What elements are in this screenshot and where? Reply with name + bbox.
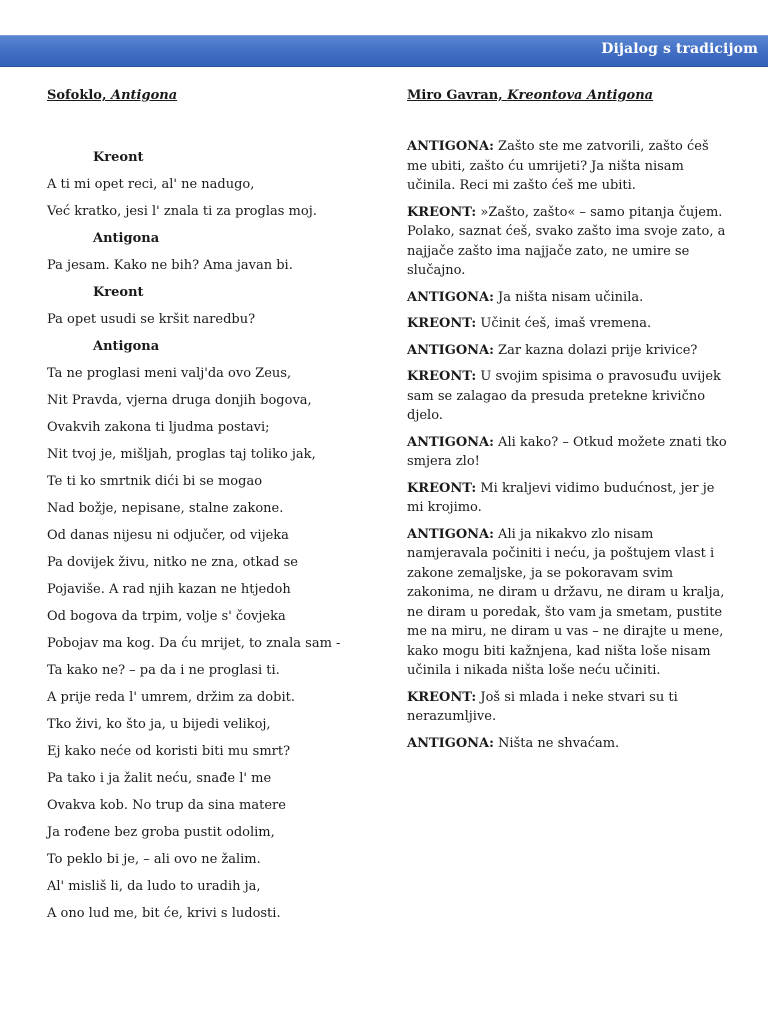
speaker-name: Antigona [93, 339, 160, 354]
dialog-line [407, 688, 727, 727]
dialog-speaker: ANTIGONA: [407, 289, 494, 305]
dialog-line [407, 314, 727, 334]
left-author: Sofoklo, [47, 88, 107, 103]
verse-line: Pa tako i ja žalit neću, snađe l' me [47, 771, 272, 786]
speaker-name: Antigona [93, 231, 160, 246]
verse-line: A prije reda l' umrem, držim za dobit. [47, 690, 295, 705]
dialog-line [407, 203, 727, 281]
verse-line: Pa dovijek živu, nitko ne zna, otkad se [47, 555, 298, 570]
verse-line: Pa opet usudi se kršit naredbu? [47, 312, 256, 327]
verse-line: A ti mi opet reci, al' ne nadugo, [47, 177, 255, 192]
verse-line: Od bogova da trpim, volje s' čovjeka [47, 609, 286, 624]
speaker-name: Kreont [93, 285, 144, 300]
verse-line: Nit tvoj je, mišljah, proglas taj toliko jak, [47, 447, 316, 462]
left-verse-list [47, 144, 367, 927]
dialog-speaker: ANTIGONA: [407, 735, 494, 751]
dialog-speaker: ANTIGONA: [407, 434, 494, 450]
right-dialog-list [407, 137, 727, 753]
right-column-heading [407, 86, 727, 105]
verse-line: Pobojav ma kog. Da ću mrijet, to znala sam - [47, 636, 341, 651]
verse-line: Ja rođene bez groba pustit odolim, [47, 825, 275, 840]
dialog-text: Učinit ćeš, imaš vremena. [476, 316, 652, 331]
verse-line: Ta ne proglasi meni valj'da ovo Zeus, [47, 366, 292, 381]
right-work-title: Kreontova Antigona [507, 88, 654, 103]
verse-line: Nad božje, nepisane, stalne zakone. [47, 501, 284, 516]
verse-line: Od danas nijesu ni odjučer, od vijeka [47, 528, 289, 543]
dialog-line [407, 341, 727, 361]
dialog-line [407, 367, 727, 426]
dialog-text: U svojim spisima o pravosuđu uvijek sam se zalagao da presuda pretekne krivično djelo. [407, 369, 721, 423]
verse-line: To peklo bi je, – ali ovo ne žalim. [47, 852, 261, 867]
verse-line: Al' misliš li, da ludo to uradih ja, [47, 879, 261, 894]
verse-line: Te ti ko smrtnik dići bi se mogao [47, 474, 263, 489]
dialog-text: Još si mlada i neke stvari su ti nerazumljive. [407, 689, 678, 724]
dialog-speaker: KREONT: [407, 316, 477, 331]
left-column-heading [47, 86, 367, 105]
dialog-text: Zašto ste me zatvorili, zašto ćeš me ubiti, zašto ću umrijeti? Ja ništa nisam učinila. Reci mi zašto ćeš me ubiti. [407, 139, 709, 193]
verse-line: A ono lud me, bit će, krivi s ludosti. [47, 906, 281, 921]
dialog-text: Mi kraljevi vidimo budućnost, jer je mi krojimo. [407, 480, 715, 515]
dialog-line [407, 433, 727, 472]
dialog-speaker: ANTIGONA: [407, 342, 494, 358]
verse-line: Tko živi, ko što ja, u bijedi velikoj, [47, 717, 271, 732]
dialog-text: »Zašto, zašto« – samo pitanja čujem. Polako, saznat ćeš, svako zašto ima svoje zato, a najjače zašto ima najjače zato, ne umire se slučajno. [407, 204, 726, 278]
dialog-text: Zar kazna dolazi prije krivice? [493, 342, 698, 358]
verse-line: Ta kako ne? – pa da i ne proglasi ti. [47, 663, 280, 678]
dialog-speaker: ANTIGONA: [407, 526, 494, 542]
dialog-line [407, 525, 727, 681]
dialog-speaker: ANTIGONA: [407, 139, 494, 154]
header-bar [0, 35, 768, 67]
verse-line: Ovakvih zakona ti ljudma postavi; [47, 420, 270, 435]
verse-line: Ej kako neće od koristi biti mu smrt? [47, 744, 291, 759]
dialog-line [407, 288, 727, 308]
dialog-line [407, 137, 727, 196]
verse-line: Pojaviše. A rad njih kazan ne htjedoh [47, 582, 291, 597]
dialog-text: Ništa ne shvaćam. [493, 735, 620, 751]
verse-line: Ovakva kob. No trup da sina matere [47, 798, 286, 813]
dialog-line [407, 734, 727, 754]
verse-line: Pa jesam. Kako ne bih? Ama javan bi. [47, 258, 293, 273]
dialog-line [407, 479, 727, 518]
speaker-name: Kreont [93, 150, 144, 165]
verse-line: Već kratko, jesi l' znala ti za proglas moj. [47, 204, 317, 219]
verse-line: Nit Pravda, vjerna druga donjih bogova, [47, 393, 312, 408]
dialog-speaker: KREONT: [407, 689, 477, 705]
dialog-speaker: KREONT: [407, 204, 477, 220]
header-title: Dijalog s tradicijom [601, 41, 758, 57]
dialog-speaker: KREONT: [407, 369, 477, 384]
right-column [407, 86, 727, 760]
dialog-speaker: KREONT: [407, 480, 477, 496]
right-author: Miro Gavran, [407, 88, 503, 103]
left-work-title: Antigona [111, 88, 178, 103]
left-column [47, 86, 367, 927]
dialog-text: Ali kako? – Otkud možete znati tko smjera zlo! [407, 434, 727, 469]
dialog-text: Ja ništa nisam učinila. [493, 289, 644, 305]
dialog-text: Ali ja nikakvo zlo nisam namjeravala počiniti i neću, ja poštujem vlast i zakone zemaljske, ja se pokoravam svim zakonima, ne diram u državu, ne diram u kralja, ne diram u poredak, što vam ja smetam, pustite me na miru, ne diram u vas – ne dirajte u mene, kako mogu biti kažnjena, kad ništa loše nisam učinila i nikada ništa loše neću učiniti. [407, 526, 725, 678]
